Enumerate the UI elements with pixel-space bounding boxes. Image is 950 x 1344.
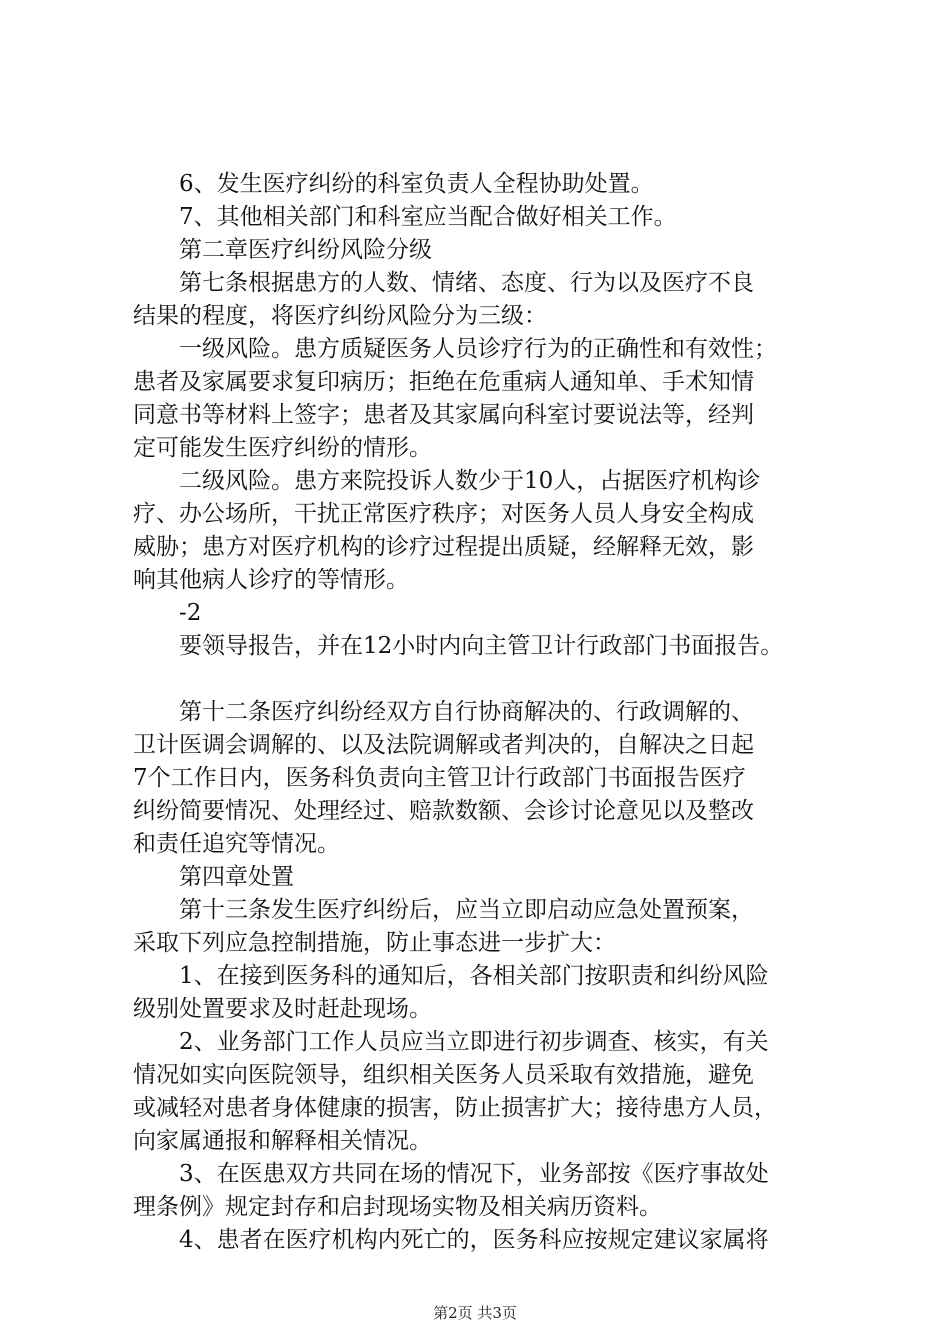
- paragraph-line: 纠纷简要情况、处理经过、赔款数额、会诊讨论意见以及整改: [133, 798, 754, 824]
- chapter-heading: 第四章处置: [179, 864, 294, 890]
- document-body: [133, 168, 853, 1257]
- paragraph-line: 疗、办公场所，干扰正常医疗秩序；对医务人员人身安全构成: [133, 501, 754, 527]
- paragraph-line: 定可能发生医疗纠纷的情形。: [133, 435, 432, 461]
- paragraph-line: 和责任追究等情况。: [133, 831, 340, 857]
- paragraph-line: 理条例》规定封存和启封现场实物及相关病历资料。: [133, 1194, 662, 1220]
- paragraph-line: 结果的程度，将医疗纠纷风险分为三级：: [133, 303, 547, 329]
- paragraph-line: 7、其他相关部门和科室应当配合做好相关工作。: [179, 204, 677, 230]
- paragraph-line: 3、在医患双方共同在场的情况下，业务部按《医疗事故处: [179, 1161, 769, 1187]
- paragraph-line: 6、发生医疗纠纷的科室负责人全程协助处置。: [179, 171, 654, 197]
- paragraph-line: 卫计医调会调解的、以及法院调解或者判决的，自解决之日起: [133, 732, 754, 758]
- paragraph-line: 7个工作日内，医务科负责向主管卫计行政部门书面报告医疗: [133, 765, 746, 791]
- page-footer: 第2页 共3页: [433, 1304, 517, 1322]
- paragraph-line: 二级风险。患方来院投诉人数少于10人，占据医疗机构诊: [179, 468, 761, 494]
- paragraph-line: 第十二条医疗纠纷经双方自行协商解决的、行政调解的、: [179, 699, 754, 725]
- paragraph-line: 威胁；患方对医疗机构的诊疗过程提出质疑，经解释无效，影: [133, 534, 754, 560]
- paragraph-line: 一级风险。患方质疑医务人员诊疗行为的正确性和有效性；: [179, 336, 777, 362]
- paragraph-line: 1、在接到医务科的通知后，各相关部门按职责和纠纷风险: [179, 963, 769, 989]
- paragraph-line: 要领导报告，并在12小时内向主管卫计行政部门书面报告。: [179, 633, 784, 659]
- paragraph-line: 情况如实向医院领导，组织相关医务人员采取有效措施，避免: [133, 1062, 754, 1088]
- page-marker: -2: [179, 600, 202, 626]
- paragraph-line: 第七条根据患方的人数、情绪、态度、行为以及医疗不良: [179, 270, 754, 296]
- paragraph-line: 级别处置要求及时赶赴现场。: [133, 996, 432, 1022]
- paragraph-line: 或减轻对患者身体健康的损害，防止损害扩大；接待患方人员，: [133, 1095, 777, 1121]
- paragraph-line: 向家属通报和解释相关情况。: [133, 1128, 432, 1154]
- paragraph-line: 患者及家属要求复印病历；拒绝在危重病人通知单、手术知情: [133, 369, 754, 395]
- paragraph-line: 2、业务部门工作人员应当立即进行初步调查、核实，有关: [179, 1029, 769, 1055]
- chapter-heading: 第二章医疗纠纷风险分级: [179, 237, 432, 263]
- paragraph-line: 第十三条发生医疗纠纷后，应当立即启动应急处置预案，: [179, 897, 754, 923]
- blank-line: [133, 663, 853, 696]
- paragraph-line: 采取下列应急控制措施，防止事态进一步扩大：: [133, 930, 616, 956]
- paragraph-line: 同意书等材料上签字；患者及其家属向科室讨要说法等，经判: [133, 402, 754, 428]
- paragraph-line: 响其他病人诊疗的等情形。: [133, 567, 409, 593]
- paragraph-line: 4、患者在医疗机构内死亡的，医务科应按规定建议家属将: [179, 1227, 769, 1253]
